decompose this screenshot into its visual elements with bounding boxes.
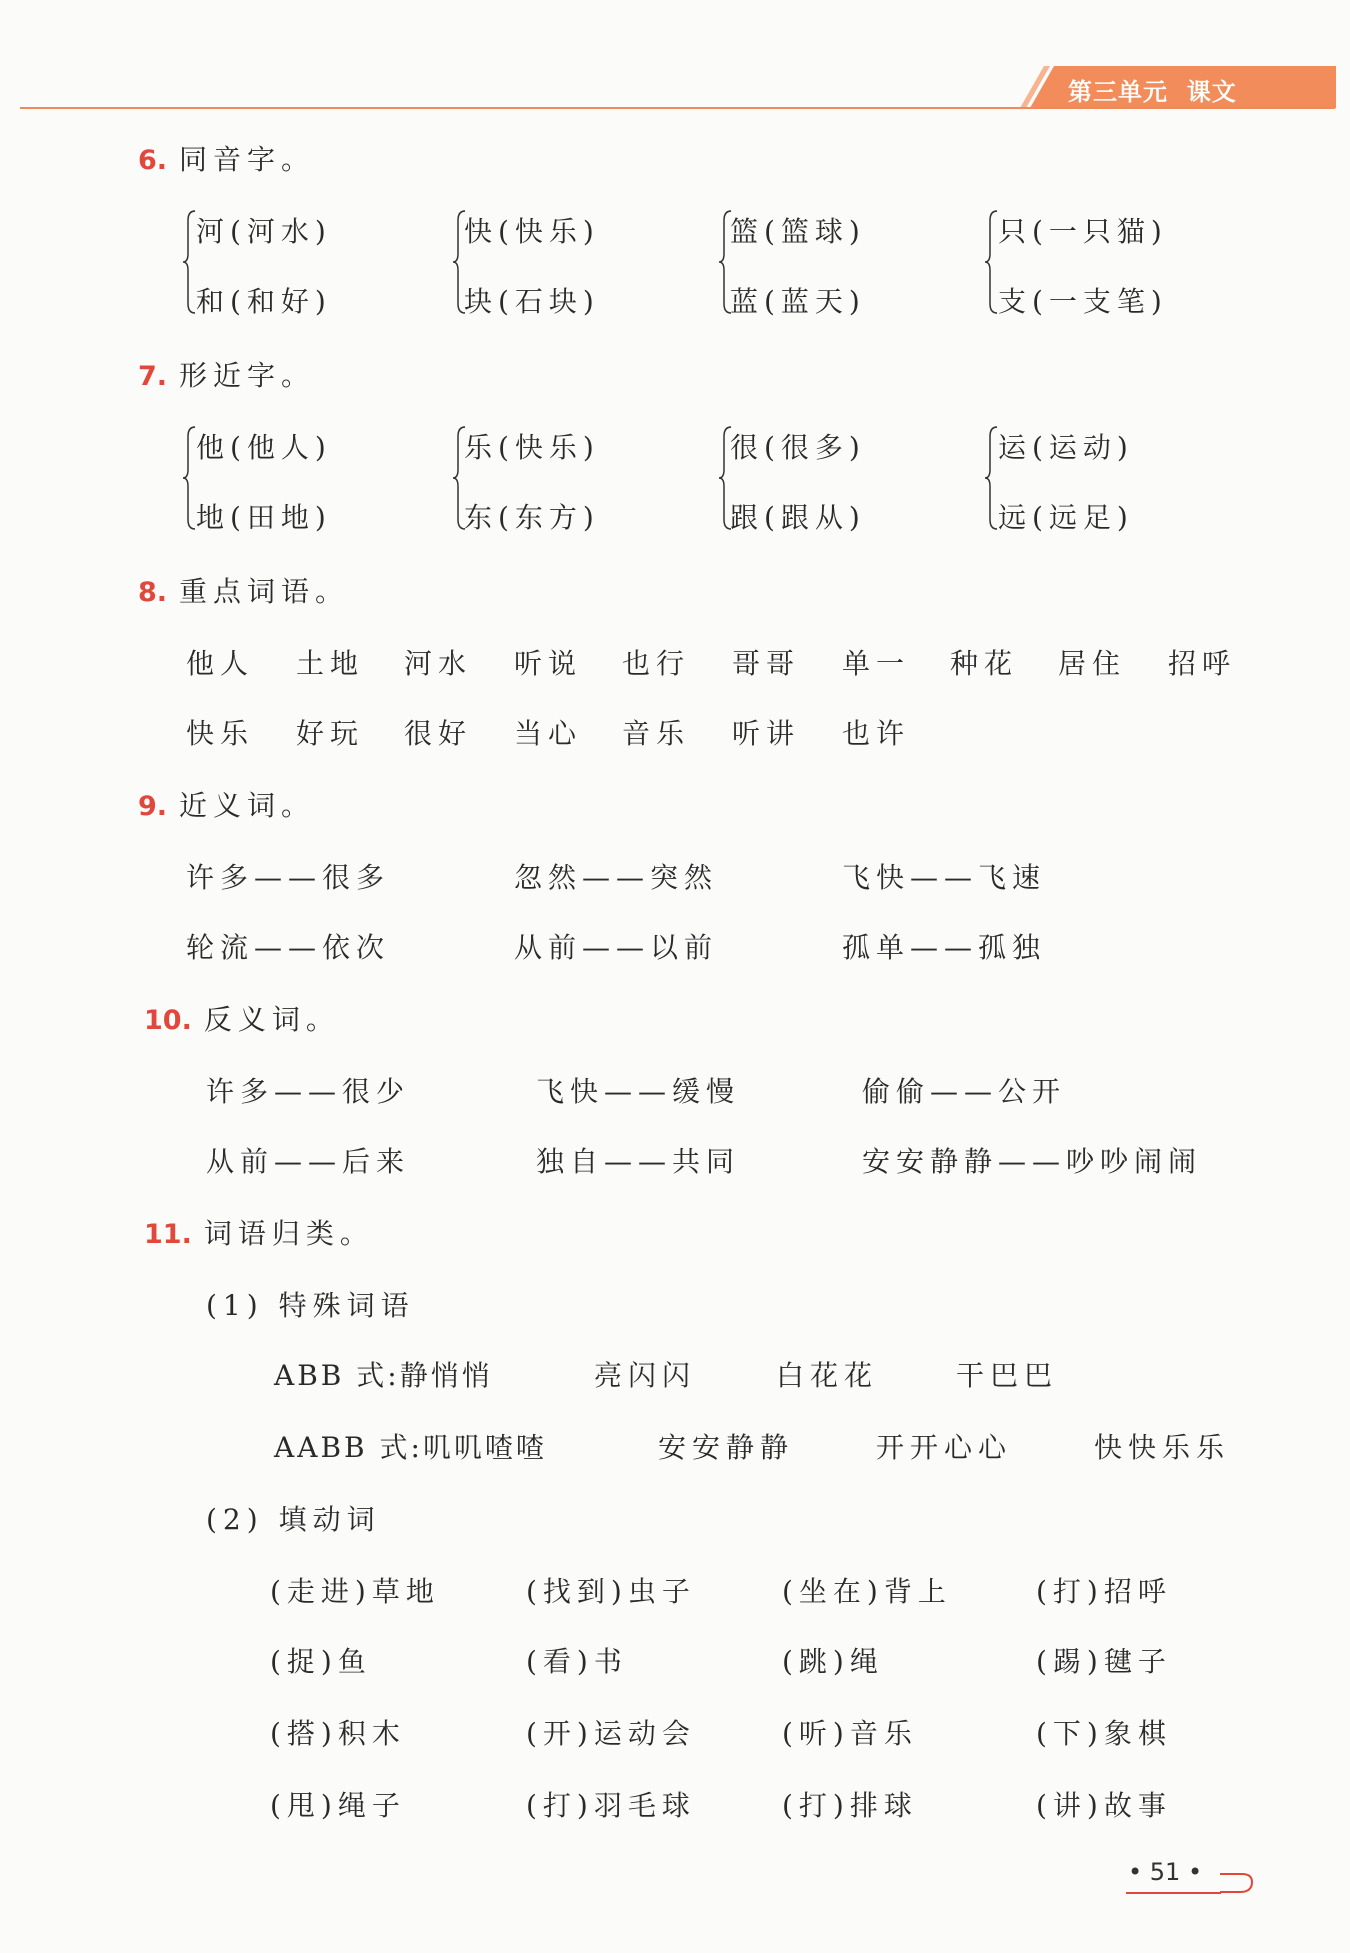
key-word: 音乐 bbox=[622, 717, 691, 750]
key-word: 招呼 bbox=[1168, 647, 1237, 680]
synonym-pair: 飞快——飞速 bbox=[842, 861, 1047, 894]
word-pair-bottom: 东(东方) bbox=[464, 501, 600, 534]
synonym-pair: 从前——以前 bbox=[514, 931, 719, 964]
key-word: 哥哥 bbox=[732, 647, 801, 680]
verb-phrase: (看)书 bbox=[526, 1645, 628, 1678]
verb-phrase: (搭)积木 bbox=[270, 1717, 406, 1750]
key-word: 听讲 bbox=[732, 717, 801, 750]
section-number: 7. bbox=[138, 361, 168, 392]
section-number: 10. bbox=[144, 1005, 192, 1036]
section-number: 8. bbox=[138, 577, 168, 608]
page-number-underline bbox=[1126, 1892, 1221, 1894]
word-pair-top: 篮(篮球) bbox=[730, 215, 866, 248]
page-number: • 51 • bbox=[1128, 1858, 1203, 1886]
section-7-heading bbox=[138, 354, 315, 394]
antonym-pair: 安安静静——吵吵闹闹 bbox=[862, 1145, 1203, 1178]
abb-word: 白花花 bbox=[776, 1359, 879, 1392]
section-title: 词语归类。 bbox=[203, 1217, 374, 1250]
key-word: 他人 bbox=[186, 647, 255, 680]
section-title: 同音字。 bbox=[179, 143, 316, 176]
section-title: 形近字。 bbox=[179, 359, 316, 392]
aabb-word: 安安静静 bbox=[658, 1431, 795, 1464]
verb-phrase: (跳)绳 bbox=[782, 1645, 884, 1678]
unit-header-label: 第三单元 课文 bbox=[1068, 78, 1237, 106]
page-corner-hook-icon bbox=[1218, 1868, 1254, 1894]
verb-phrase: (走进)草地 bbox=[270, 1575, 440, 1608]
section-number: 6. bbox=[138, 145, 168, 176]
header-rule bbox=[20, 107, 1335, 109]
synonym-pair: 孤单——孤独 bbox=[842, 931, 1047, 964]
section-10-heading bbox=[144, 998, 340, 1038]
verb-phrase: (打)排球 bbox=[782, 1789, 918, 1822]
aabb-word: 开开心心 bbox=[876, 1431, 1013, 1464]
subsection-fill-verbs: (2) 填动词 bbox=[206, 1503, 381, 1536]
section-9-heading bbox=[138, 784, 315, 824]
key-word: 河水 bbox=[404, 647, 473, 680]
synonym-pair: 轮流——依次 bbox=[186, 931, 391, 964]
section-11-heading bbox=[144, 1212, 374, 1252]
abb-word: 亮闪闪 bbox=[594, 1359, 697, 1392]
verb-phrase: (坐在)背上 bbox=[782, 1575, 952, 1608]
section-number: 11. bbox=[144, 1219, 192, 1250]
antonym-pair: 偷偷——公开 bbox=[862, 1075, 1067, 1108]
key-word: 种花 bbox=[950, 647, 1019, 680]
word-pair-bottom: 和(和好) bbox=[196, 285, 332, 318]
verb-phrase: (找到)虫子 bbox=[526, 1575, 696, 1608]
abb-words: ABB 式:静悄悄 bbox=[274, 1359, 493, 1392]
verb-phrase: (听)音乐 bbox=[782, 1717, 918, 1750]
word-pair-bottom: 地(田地) bbox=[196, 501, 332, 534]
word-pair-bottom: 远(远足) bbox=[998, 501, 1134, 534]
antonym-pair: 许多——很少 bbox=[206, 1075, 411, 1108]
section-6-heading bbox=[138, 138, 315, 178]
brace bbox=[984, 426, 998, 530]
key-word: 土地 bbox=[296, 647, 365, 680]
word-pair-top: 他(他人) bbox=[196, 431, 332, 464]
word-pair-top: 快(快乐) bbox=[464, 215, 600, 248]
key-word: 也行 bbox=[622, 647, 691, 680]
key-word: 当心 bbox=[514, 717, 583, 750]
brace bbox=[984, 210, 998, 314]
abb-word: 干巴巴 bbox=[956, 1359, 1059, 1392]
verb-phrase: (下)象棋 bbox=[1036, 1717, 1172, 1750]
verb-phrase: (踢)毽子 bbox=[1036, 1645, 1172, 1678]
brace bbox=[182, 210, 196, 314]
key-word: 也许 bbox=[842, 717, 911, 750]
key-word: 很好 bbox=[404, 717, 473, 750]
word-pair-top: 运(运动) bbox=[998, 431, 1134, 464]
section-title: 近义词。 bbox=[179, 789, 316, 822]
antonym-pair: 从前——后来 bbox=[206, 1145, 411, 1178]
verb-phrase: (甩)绳子 bbox=[270, 1789, 406, 1822]
word-pair-top: 很(很多) bbox=[730, 431, 866, 464]
verb-phrase: (打)羽毛球 bbox=[526, 1789, 696, 1822]
verb-phrase: (打)招呼 bbox=[1036, 1575, 1172, 1608]
word-pair-top: 乐(快乐) bbox=[464, 431, 600, 464]
word-pair-top: 河(河水) bbox=[196, 215, 332, 248]
key-word: 居住 bbox=[1058, 647, 1127, 680]
key-word: 听说 bbox=[514, 647, 583, 680]
synonym-pair: 许多——很多 bbox=[186, 861, 391, 894]
word-pair-bottom: 跟(跟从) bbox=[730, 501, 866, 534]
word-pair-bottom: 蓝(蓝天) bbox=[730, 285, 866, 318]
section-number: 9. bbox=[138, 791, 168, 822]
word-pair-bottom: 支(一支笔) bbox=[998, 285, 1168, 318]
antonym-pair: 独自——共同 bbox=[536, 1145, 741, 1178]
antonym-pair: 飞快——缓慢 bbox=[536, 1075, 741, 1108]
subsection-special-words: (1) 特殊词语 bbox=[206, 1289, 415, 1322]
verb-phrase: (捉)鱼 bbox=[270, 1645, 372, 1678]
section-title: 反义词。 bbox=[203, 1003, 340, 1036]
key-word: 快乐 bbox=[186, 717, 255, 750]
brace bbox=[182, 426, 196, 530]
word-pair-top: 只(一只猫) bbox=[998, 215, 1168, 248]
aabb-words: AABB 式:叽叽喳喳 bbox=[274, 1431, 547, 1464]
word-pair-bottom: 块(石块) bbox=[464, 285, 600, 318]
section-title: 重点词语。 bbox=[179, 575, 350, 608]
section-8-heading bbox=[138, 570, 349, 610]
verb-phrase: (开)运动会 bbox=[526, 1717, 696, 1750]
synonym-pair: 忽然——突然 bbox=[514, 861, 719, 894]
key-word: 单一 bbox=[842, 647, 911, 680]
verb-phrase: (讲)故事 bbox=[1036, 1789, 1172, 1822]
key-word: 好玩 bbox=[296, 717, 365, 750]
aabb-word: 快快乐乐 bbox=[1094, 1431, 1231, 1464]
